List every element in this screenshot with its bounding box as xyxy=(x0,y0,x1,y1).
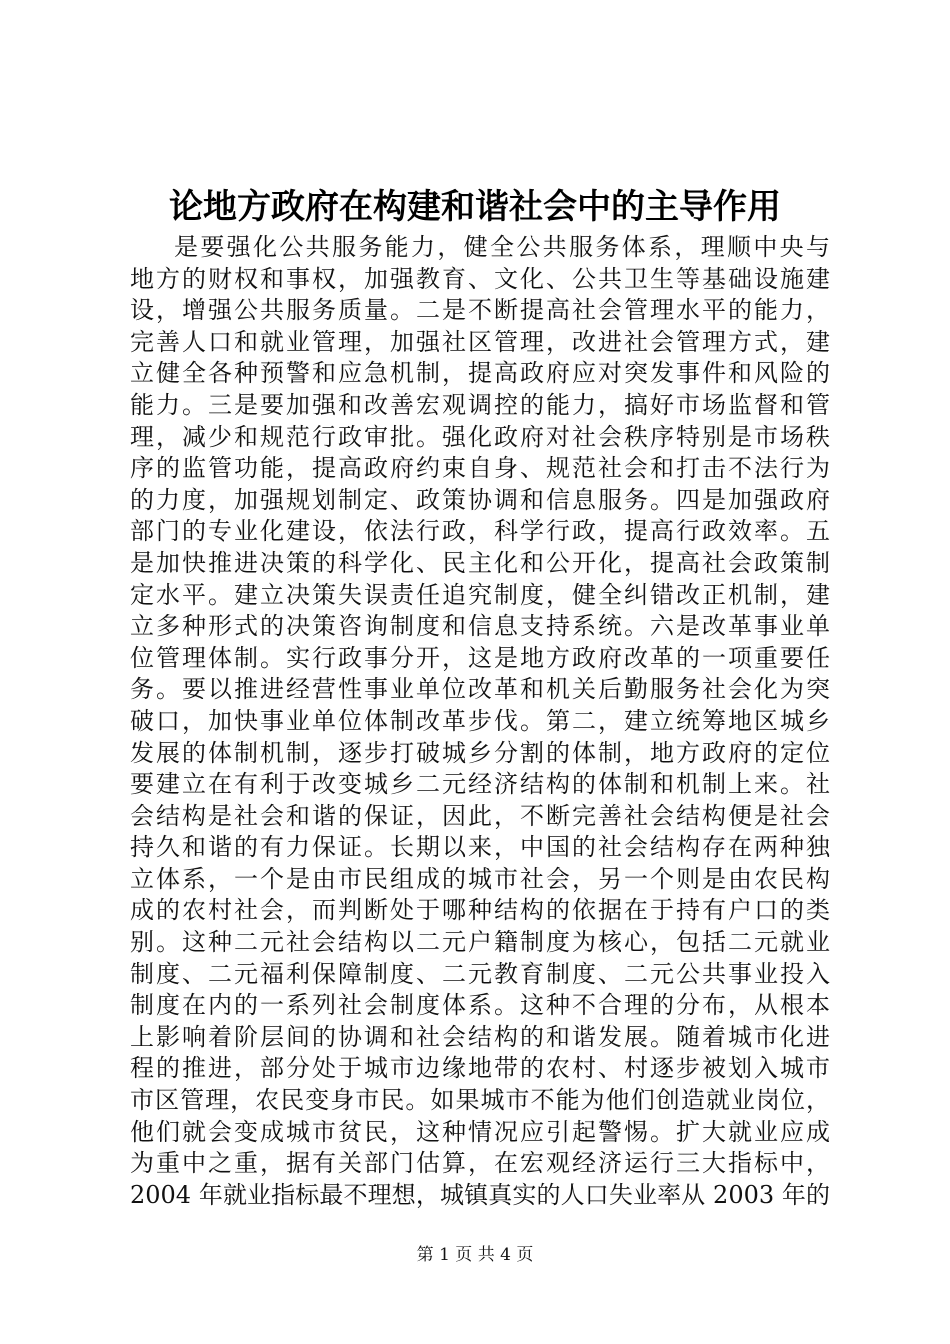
body-text-line: 他们就会变成城市贫民，这种情况应引起警惕。扩大就业应成 xyxy=(130,1117,830,1146)
body-text-line: 发展的体制机制，逐步打破城乡分割的体制，地方政府的定位 xyxy=(130,738,830,767)
body-text-line: 立健全各种预警和应急机制，提高政府应对突发事件和风险的 xyxy=(130,359,830,388)
body-text-line: 设，增强公共服务质量。二是不断提高社会管理水平的能力， xyxy=(130,296,830,325)
body-text-line: 的力度，加强规划制定、政策协调和信息服务。四是加强政府 xyxy=(130,485,830,514)
body-text-line: 务。要以推进经营性事业单位改革和机关后勤服务社会化为突 xyxy=(130,675,830,704)
body-text-line: 别。这种二元社会结构以二元户籍制度为核心，包括二元就业 xyxy=(130,928,830,957)
body-text-line: 要建立在有利于改变城乡二元经济结构的体制和机制上来。社 xyxy=(130,770,830,799)
body-text-line: 是加快推进决策的科学化、民主化和公开化，提高社会政策制 xyxy=(130,548,830,577)
body-text-line: 完善人口和就业管理，加强社区管理，改进社会管理方式，建 xyxy=(130,327,830,356)
document-body xyxy=(130,232,830,1211)
body-text-line: 程的推进，部分处于城市边缘地带的农村、村逐步被划入城市 xyxy=(130,1054,830,1083)
body-text-line: 市区管理，农民变身市民。如果城市不能为他们创造就业岗位， xyxy=(130,1086,830,1115)
body-text-line: 制度、二元福利保障制度、二元教育制度、二元公共事业投入 xyxy=(130,959,830,988)
body-text-line: 理，减少和规范行政审批。强化政府对社会秩序特别是市场秩 xyxy=(130,422,830,451)
body-text-line: 上影响着阶层间的协调和社会结构的和谐发展。随着城市化进 xyxy=(130,1022,830,1051)
body-text-line: 制度在内的一系列社会制度体系。这种不合理的分布，从根本 xyxy=(130,991,830,1020)
body-text-line: 地方的财权和事权，加强教育、文化、公共卫生等基础设施建 xyxy=(130,264,830,293)
body-text-line: 2004 年就业指标最不理想，城镇真实的人口失业率从 2003 年的 xyxy=(130,1180,830,1209)
document-title: 论地方政府在构建和谐社会中的主导作用 xyxy=(169,187,781,227)
body-text-line: 能力。三是要加强和改善宏观调控的能力，搞好市场监督和管 xyxy=(130,390,830,419)
page-footer: 第 1 页 共 4 页 xyxy=(416,1245,534,1265)
body-text-line: 序的监管功能，提高政府约束自身、规范社会和打击不法行为 xyxy=(130,454,830,483)
body-text-line: 位管理体制。实行政事分开，这是地方政府改革的一项重要任 xyxy=(130,643,830,672)
body-text-line: 会结构是社会和谐的保证，因此，不断完善社会结构便是社会 xyxy=(130,801,830,830)
body-text-line: 为重中之重，据有关部门估算，在宏观经济运行三大指标中， xyxy=(130,1149,830,1178)
body-text-line: 是要强化公共服务能力，健全公共服务体系，理顺中央与 xyxy=(174,233,830,261)
body-text-line: 立体系，一个是由市民组成的城市社会，另一个则是由农民构 xyxy=(130,864,830,893)
body-text-line: 立多种形式的决策咨询制度和信息支持系统。六是改革事业单 xyxy=(130,612,830,641)
body-text-line: 定水平。建立决策失误责任追究制度，健全纠错改正机制，建 xyxy=(130,580,830,609)
body-text-line: 成的农村社会，而判断处于哪种结构的依据在于持有户口的类 xyxy=(130,896,830,925)
body-text-line: 破口，加快事业单位体制改革步伐。第二，建立统筹地区城乡 xyxy=(130,706,830,735)
body-text-line: 部门的专业化建设，依法行政，科学行政，提高行政效率。五 xyxy=(130,517,830,546)
body-text-line: 持久和谐的有力保证。长期以来，中国的社会结构存在两种独 xyxy=(130,833,830,862)
